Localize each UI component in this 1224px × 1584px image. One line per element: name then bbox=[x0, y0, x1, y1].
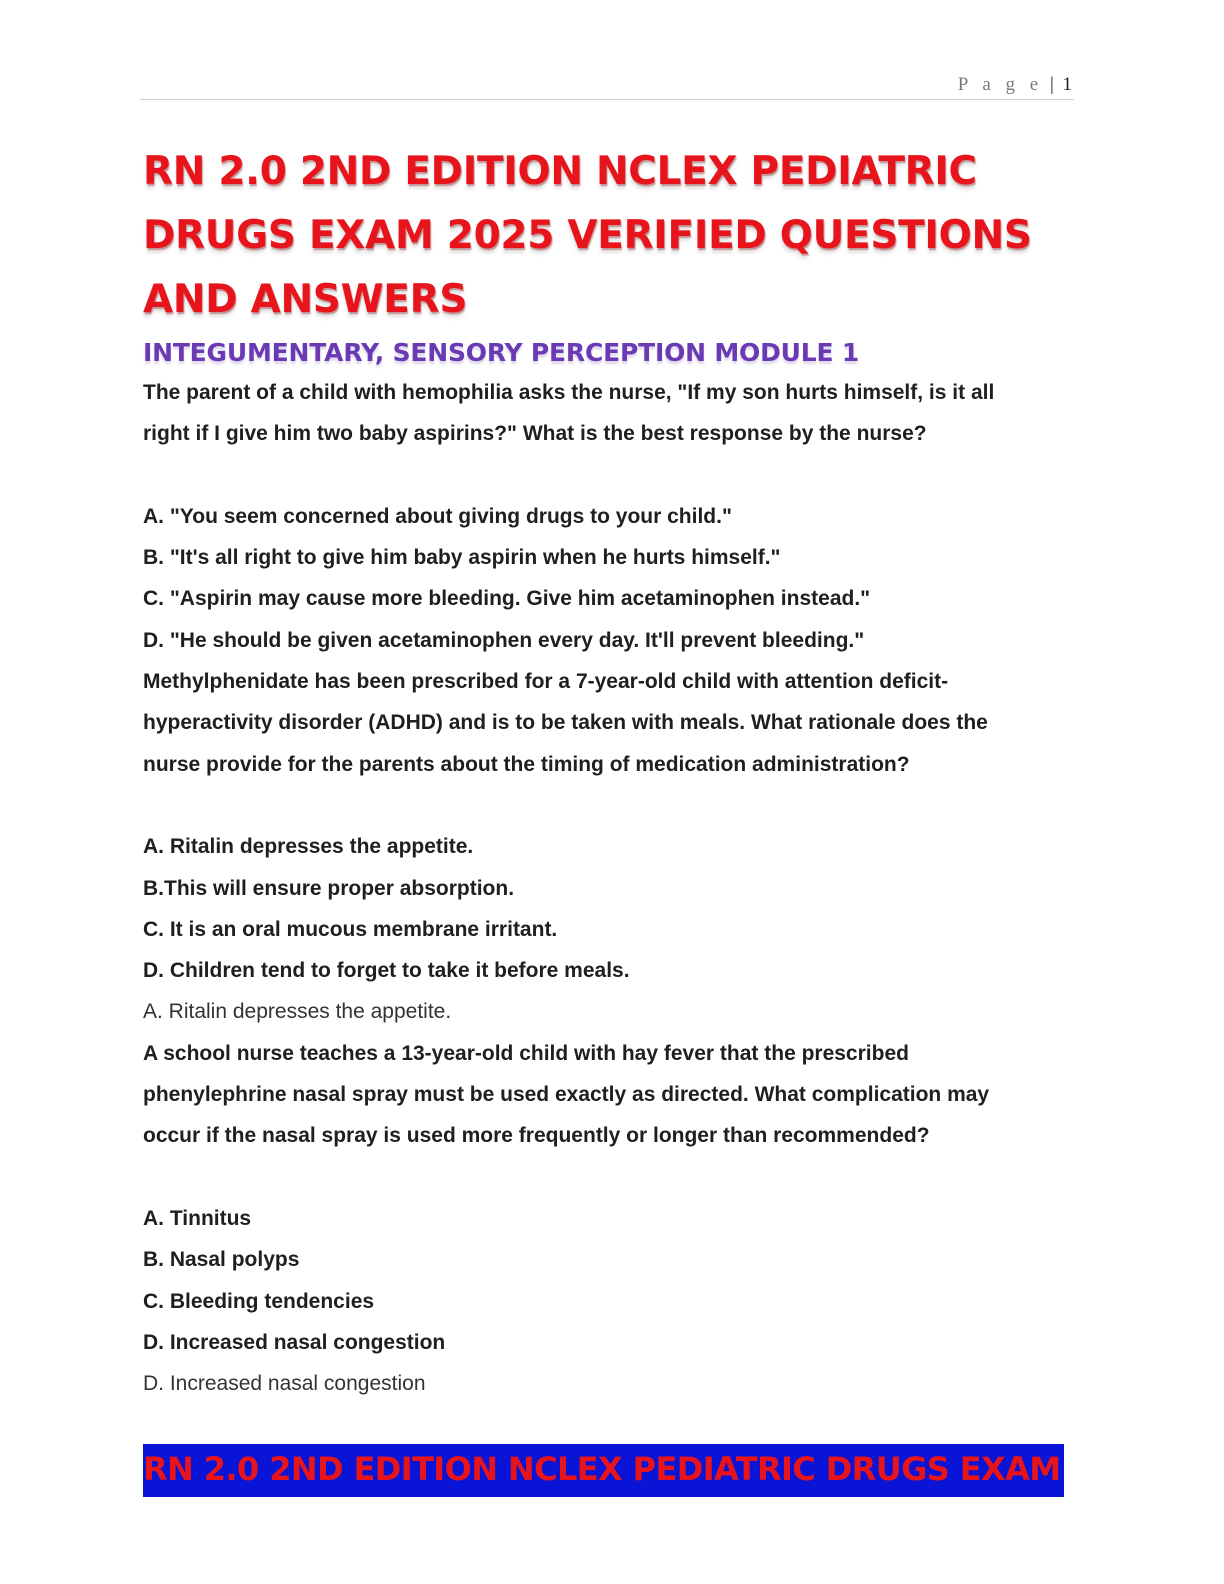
footer-banner-text: RN 2.0 2ND EDITION NCLEX PEDIATRIC DRUGS EXAM bbox=[143, 1450, 1061, 1488]
question-3-stem-line-3: occur if the nasal spray is used more frequently or longer than recommended? bbox=[143, 1124, 930, 1148]
document-body bbox=[143, 140, 1073, 1404]
page-separator: | bbox=[1049, 74, 1054, 95]
question-3 bbox=[143, 1033, 1073, 1405]
spacer bbox=[143, 455, 1073, 496]
question-2-option-a: A. Ritalin depresses the appetite. bbox=[143, 835, 474, 859]
question-2-option-d: D. Children tend to forget to take it before meals. bbox=[143, 959, 630, 983]
page-header bbox=[958, 74, 1072, 96]
header-rule bbox=[140, 99, 1074, 100]
question-1-option-a: A. "You seem concerned about giving drugs to your child." bbox=[143, 504, 732, 528]
question-2-option-c: C. It is an oral mucous membrane irritant. bbox=[143, 917, 558, 941]
spacer bbox=[143, 1157, 1073, 1198]
question-3-answer: D. Increased nasal congestion bbox=[143, 1372, 426, 1396]
question-3-option-b: B. Nasal polyps bbox=[143, 1248, 300, 1272]
title-line-2: DRUGS EXAM 2025 VERIFIED QUESTIONS bbox=[143, 213, 1032, 258]
question-2-stem-line-3: nurse provide for the parents about the timing of medication administration? bbox=[143, 752, 910, 776]
footer-banner bbox=[143, 1444, 1064, 1497]
question-1-option-b: B. "It's all right to give him baby aspirin when he hurts himself." bbox=[143, 546, 781, 570]
question-1-option-d: D. "He should be given acetaminophen every day. It'll prevent bleeding." bbox=[143, 628, 865, 652]
question-3-stem-line-1: A school nurse teaches a 13-year-old child with hay fever that the prescribed bbox=[143, 1041, 909, 1065]
page-number: 1 bbox=[1062, 74, 1072, 95]
section-heading: INTEGUMENTARY, SENSORY PERCEPTION MODULE 1 bbox=[143, 338, 860, 367]
question-3-stem-line-2: phenylephrine nasal spray must be used exactly as directed. What complication may bbox=[143, 1083, 990, 1107]
question-2 bbox=[143, 661, 1073, 1033]
question-2-answer: A. Ritalin depresses the appetite. bbox=[143, 1000, 452, 1024]
question-3-option-d: D. Increased nasal congestion bbox=[143, 1330, 446, 1354]
question-3-option-c: C. Bleeding tendencies bbox=[143, 1289, 375, 1313]
question-2-stem-line-1: Methylphenidate has been prescribed for a 7-year-old child with attention deficit- bbox=[143, 670, 949, 694]
question-1-stem-line-2: right if I give him two baby aspirins?" What is the best response by the nurse? bbox=[143, 422, 927, 446]
title-line-1: RN 2.0 2ND EDITION NCLEX PEDIATRIC bbox=[143, 149, 977, 194]
question-3-option-a: A. Tinnitus bbox=[143, 1206, 252, 1230]
spacer bbox=[143, 785, 1073, 826]
document-title bbox=[143, 140, 1073, 332]
question-1 bbox=[143, 372, 1073, 661]
question-1-option-c: C. "Aspirin may cause more bleeding. Give him acetaminophen instead." bbox=[143, 587, 871, 611]
question-2-option-b: B.This will ensure proper absorption. bbox=[143, 876, 515, 900]
title-line-3: AND ANSWERS bbox=[143, 277, 468, 322]
page-label: P a g e bbox=[957, 74, 1044, 95]
question-2-stem-line-2: hyperactivity disorder (ADHD) and is to be taken with meals. What rationale does the bbox=[143, 711, 988, 735]
question-1-stem-line-1: The parent of a child with hemophilia asks the nurse, "If my son hurts himself, is it all bbox=[143, 381, 995, 404]
